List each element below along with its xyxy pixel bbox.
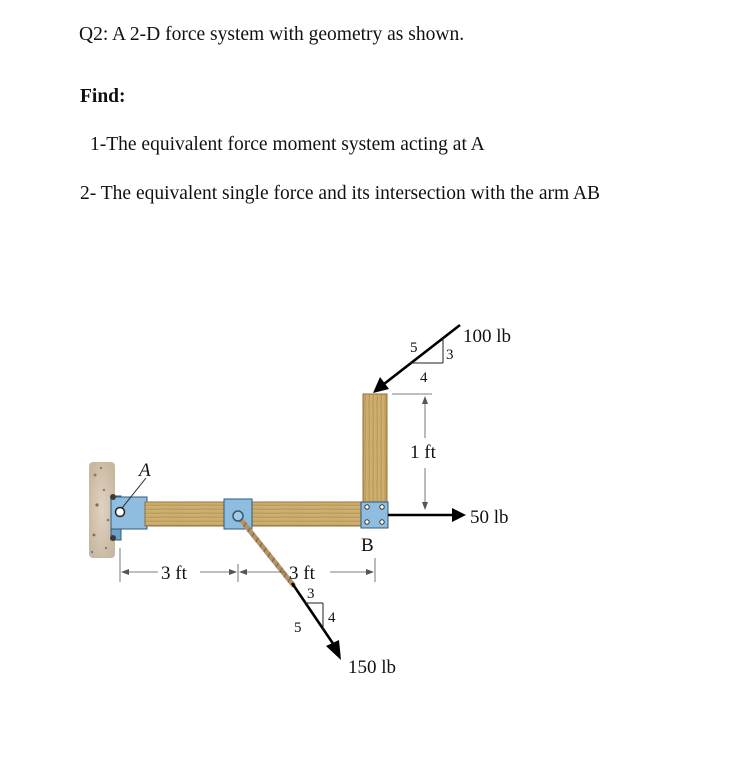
question-title: Q2: A 2-D force system with geometry as shown. bbox=[79, 24, 465, 45]
slope-100-hyp: 5 bbox=[410, 340, 418, 356]
force-150-label: 150 lb bbox=[348, 657, 397, 678]
force-100-arrowhead bbox=[373, 377, 389, 393]
dimension-3ft-left-label: 3 ft bbox=[161, 563, 187, 584]
dimension-1ft-label: 1 ft bbox=[410, 442, 436, 463]
force-50-group bbox=[388, 507, 509, 528]
slope-150-run: 4 bbox=[328, 610, 336, 626]
dimension-3ft-right-label: 3 ft bbox=[289, 563, 315, 584]
force-100-group bbox=[373, 325, 511, 393]
force-150-arrowhead bbox=[326, 640, 341, 660]
cable-pin bbox=[233, 511, 243, 521]
slope-150-hyp: 5 bbox=[294, 620, 302, 636]
find-heading: Find: bbox=[80, 86, 126, 107]
slope-100-run: 4 bbox=[420, 370, 428, 386]
dimension-bottom bbox=[120, 548, 375, 584]
wall-bracket bbox=[110, 494, 147, 541]
slope-150-rise: 3 bbox=[307, 586, 315, 602]
force-50-arrowhead bbox=[452, 508, 466, 522]
dimension-1ft bbox=[392, 394, 437, 510]
point-a-label: A bbox=[139, 460, 151, 481]
force-100-label: 100 lb bbox=[463, 326, 512, 347]
task-2: 2- The equivalent single force and its intersection with the arm AB bbox=[80, 183, 601, 204]
force-50-label: 50 lb bbox=[470, 507, 509, 528]
arm-horizontal bbox=[145, 502, 363, 526]
slope-100-rise: 3 bbox=[446, 347, 454, 363]
post-vertical bbox=[363, 394, 387, 502]
corner-plate bbox=[361, 502, 388, 528]
task-1: 1-The equivalent force moment system acting at A bbox=[90, 134, 485, 155]
point-a-pin bbox=[116, 508, 125, 517]
point-b-label: B bbox=[361, 535, 374, 556]
